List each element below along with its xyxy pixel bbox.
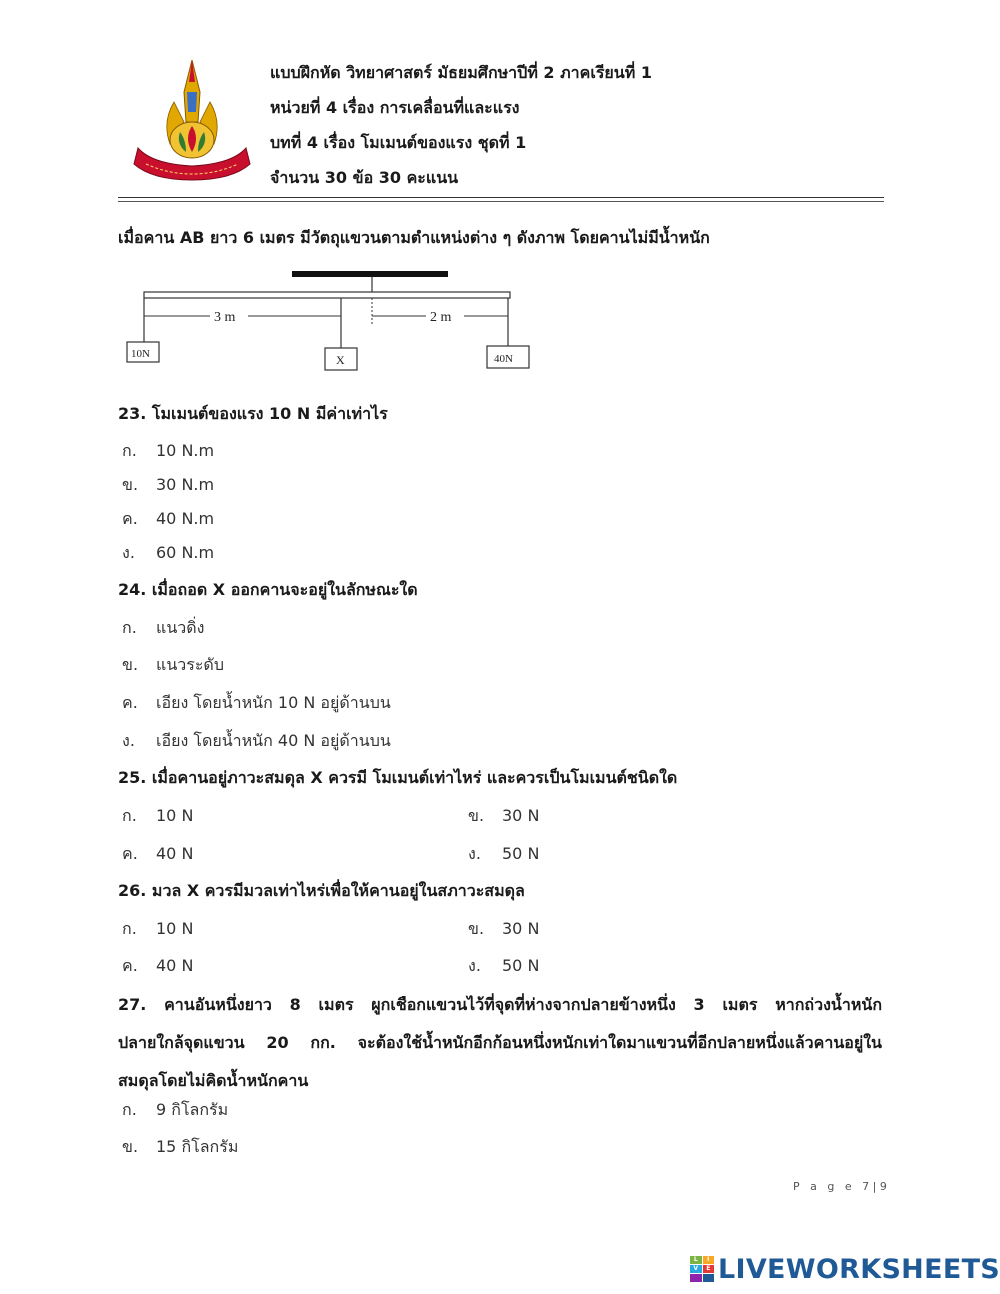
grid-cell-i: I [703, 1256, 715, 1264]
header-line-1: แบบฝึกหัด วิทยาศาสตร์ มัธยมศึกษาปีที่ 2 ภาคเรียนที่ 1 [270, 63, 652, 82]
grid-cell-l: L [690, 1256, 702, 1264]
q25-option-d[interactable] [468, 842, 539, 867]
option-text: 10 N.m [156, 441, 215, 460]
grid-cell-5 [690, 1274, 702, 1282]
option-letter: ค. [122, 956, 138, 975]
q24-option-d[interactable] [122, 729, 391, 754]
option-text: เอียง โดยน้ำหนัก 10 N อยู่ด้านบน [156, 693, 391, 712]
option-text: 9 กิโลกรัม [156, 1100, 229, 1119]
question-27-line-3: สมดุลโดยไม่คิดน้ำหนักคาน [118, 1071, 309, 1090]
option-text: 30 N [502, 919, 540, 938]
q27-option-b[interactable] [122, 1135, 238, 1160]
grid-cell-6 [703, 1274, 715, 1282]
q26-option-b[interactable] [468, 917, 539, 942]
header-line-3: บทที่ 4 เรื่อง โมเมนต์ของแรง ชุดที่ 1 [270, 133, 527, 152]
q23-option-b[interactable] [122, 473, 214, 498]
option-text: 10 N [156, 919, 194, 938]
header-divider [118, 197, 884, 198]
page-count: 7|9 [862, 1180, 891, 1193]
q24-option-b[interactable] [122, 653, 224, 678]
header-line-4: จำนวน 30 ข้อ 30 คะแนน [270, 168, 459, 187]
option-letter: ข. [122, 1137, 139, 1156]
lever-diagram [122, 266, 538, 378]
option-text: 10 N [156, 806, 194, 825]
liveworksheets-grid-icon [690, 1256, 714, 1282]
liveworksheets-logo[interactable] [690, 1252, 1000, 1286]
grid-cell-e: E [703, 1265, 715, 1273]
option-text: 15 กิโลกรัม [156, 1137, 239, 1156]
option-letter: ก. [122, 1100, 137, 1119]
option-letter: ข. [122, 475, 139, 494]
option-text: 50 N [502, 844, 540, 863]
question-26: 26. มวล X ควรมีมวลเท่าไหร่เพื่อให้คานอยู่ในสภาวะสมดุล [118, 881, 525, 900]
right-weight-label: 40N [494, 353, 513, 365]
option-text: แนวดิ่ง [156, 618, 205, 637]
intro-text: เมื่อคาน AB ยาว 6 เมตร มีวัตถุแขวนตามตำแหน่งต่าง ๆ ดังภาพ โดยคานไม่มีน้ำหนัก [118, 228, 710, 247]
grid-cell-v: V [690, 1265, 702, 1273]
left-distance-label: 3 m [214, 310, 236, 325]
option-text: 30 N.m [156, 475, 215, 494]
option-text: 50 N [502, 956, 540, 975]
option-letter: ก. [122, 806, 137, 825]
school-crest-logo [132, 52, 252, 182]
option-text: 30 N [502, 806, 540, 825]
option-text: เอียง โดยน้ำหนัก 40 N อยู่ด้านบน [156, 731, 391, 750]
worksheet-header [270, 60, 652, 200]
q24-option-a[interactable] [122, 616, 204, 641]
q23-option-a[interactable] [122, 439, 214, 464]
q26-option-d[interactable] [468, 954, 539, 979]
q24-option-c[interactable] [122, 691, 391, 716]
option-letter: ง. [468, 956, 481, 975]
option-letter: ก. [122, 919, 137, 938]
option-letter: ก. [122, 618, 137, 637]
left-weight-label: 10N [131, 348, 150, 360]
option-letter: ง. [122, 543, 135, 562]
option-letter: ค. [122, 693, 138, 712]
option-text: แนวระดับ [156, 655, 224, 674]
q23-option-d[interactable] [122, 541, 214, 566]
beam [144, 292, 510, 298]
q23-option-c[interactable] [122, 507, 214, 532]
q25-option-a[interactable] [122, 804, 193, 829]
q26-option-a[interactable] [122, 917, 193, 942]
page-label: P a g e [793, 1180, 856, 1193]
question-27 [118, 986, 882, 1100]
right-distance-label: 2 m [430, 310, 452, 325]
option-letter: ข. [468, 806, 485, 825]
question-27-line-2: ปลายใกล้จุดแขวน 20 กก. จะต้องใช้น้ำหนักอีกก้อนหนึ่งหนักเท่าใดมาแขวนที่อีกปลายหนึ่งแล้วคานอยู่ใน [118, 1033, 882, 1052]
header-divider-secondary [118, 201, 884, 202]
liveworksheets-wordmark: LIVEWORKSHEETS [718, 1253, 1000, 1285]
header-line-2: หน่วยที่ 4 เรื่อง การเคลื่อนที่และแรง [270, 98, 520, 117]
page-number [793, 1180, 890, 1193]
option-text: 40 N [156, 956, 194, 975]
question-24: 24. เมื่อถอด X ออกคานจะอยู่ในลักษณะใด [118, 580, 418, 599]
option-text: 60 N.m [156, 543, 215, 562]
q25-option-c[interactable] [122, 842, 193, 867]
option-letter: ค. [122, 844, 138, 863]
support-bar [292, 271, 448, 277]
option-letter: ง. [468, 844, 481, 863]
option-letter: ข. [122, 655, 139, 674]
option-letter: ก. [122, 441, 137, 460]
q27-option-a[interactable] [122, 1098, 228, 1123]
middle-weight-label: X [336, 353, 345, 367]
option-text: 40 N.m [156, 509, 215, 528]
q25-option-b[interactable] [468, 804, 539, 829]
option-letter: ข. [468, 919, 485, 938]
q26-option-c[interactable] [122, 954, 193, 979]
option-text: 40 N [156, 844, 194, 863]
option-letter: ค. [122, 509, 138, 528]
question-27-line-1: 27. คานอันหนึ่งยาว 8 เมตร ผูกเชือกแขวนไว้ที่จุดที่ห่างจากปลายข้างหนึ่ง 3 เมตร หากถ่วงน้ำหนัก [118, 995, 882, 1014]
option-letter: ง. [122, 731, 135, 750]
question-23: 23. โมเมนต์ของแรง 10 N มีค่าเท่าไร [118, 404, 388, 423]
question-25: 25. เมื่อคานอยู่ภาวะสมดุล X ควรมี โมเมนต์เท่าไหร่ และควรเป็นโมเมนต์ชนิดใด [118, 768, 678, 787]
